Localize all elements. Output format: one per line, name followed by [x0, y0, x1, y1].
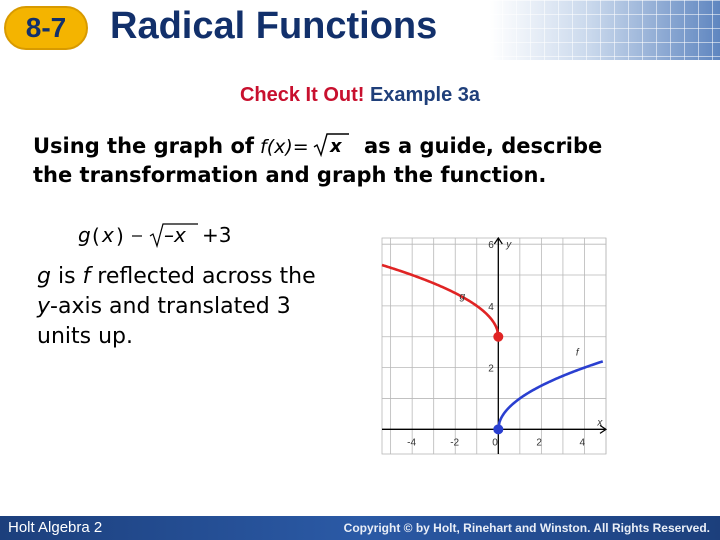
example-heading [0, 84, 720, 107]
footer-band [0, 516, 720, 540]
formula-radicand: –x [164, 223, 186, 247]
x-tick-label: -4 [407, 437, 417, 449]
formula-constant: +3 [202, 223, 232, 247]
graph-labels [407, 239, 603, 448]
graph-frame [382, 238, 606, 454]
radicand-x: x [329, 136, 342, 157]
problem-text-end: as a guide, describe [364, 134, 603, 158]
header-grid-pattern [460, 0, 720, 60]
y-tick-label: 4 [488, 301, 494, 313]
transformation-description [37, 262, 367, 352]
check-it-out-label: Check It Out! [239, 84, 365, 106]
footer-course: Holt Algebra 2 [8, 519, 103, 536]
desc-line2-rest: -axis and translated 3 [50, 294, 291, 319]
x-tick-label: -2 [450, 437, 460, 449]
function-label: f(x)= [260, 136, 309, 158]
formula-g: g [78, 223, 91, 247]
graph-curves [382, 265, 603, 434]
endpoint-f [493, 424, 503, 434]
problem-line-1 [33, 132, 693, 161]
footer-copyright: Copyright © by Holt, Rinehart and Winston. All Rights Reserved. [343, 521, 710, 535]
desc-f: f [82, 264, 91, 289]
page-title: Radical Functions [110, 5, 438, 47]
graph-axes [382, 238, 606, 454]
desc-line1-rest: reflected across the [90, 264, 316, 289]
curve-g [382, 265, 498, 337]
sqrt-x-expression [313, 133, 349, 157]
g-formula [78, 218, 268, 254]
function-graph [376, 232, 612, 460]
example-label: Example 3a [369, 84, 481, 106]
desc-y: y [37, 294, 51, 319]
y-tick-label: 6 [488, 240, 494, 252]
desc-is: is [50, 264, 83, 289]
svg-text:): ) [116, 224, 124, 248]
x-tick-label: 4 [579, 437, 586, 449]
g-curve-label: g [459, 291, 466, 303]
x-axis-label: x [597, 417, 603, 429]
problem-line-2: the transformation and graph the function. [33, 163, 547, 187]
description-line-1 [37, 262, 367, 292]
y-axis-label: y [506, 239, 512, 251]
formula-x: x [102, 223, 114, 247]
endpoint-g [493, 332, 503, 342]
graph-grid [382, 238, 606, 454]
radical-sign-icon [313, 133, 349, 157]
description-line-2 [37, 292, 367, 322]
x-tick-label: 0 [492, 437, 498, 449]
header-band [0, 0, 720, 60]
x-tick-label: 2 [536, 437, 542, 449]
y-tick-label: 2 [488, 363, 494, 375]
problem-text-start: Using the graph of [33, 134, 255, 158]
svg-text:(: ( [92, 224, 100, 248]
problem-statement [33, 132, 693, 190]
desc-g: g [37, 264, 51, 289]
f-curve-label: f [575, 347, 579, 359]
description-line-3: units up. [37, 324, 133, 349]
curve-f [498, 361, 602, 429]
lesson-badge [4, 6, 88, 50]
lesson-number: 8-7 [25, 12, 67, 43]
